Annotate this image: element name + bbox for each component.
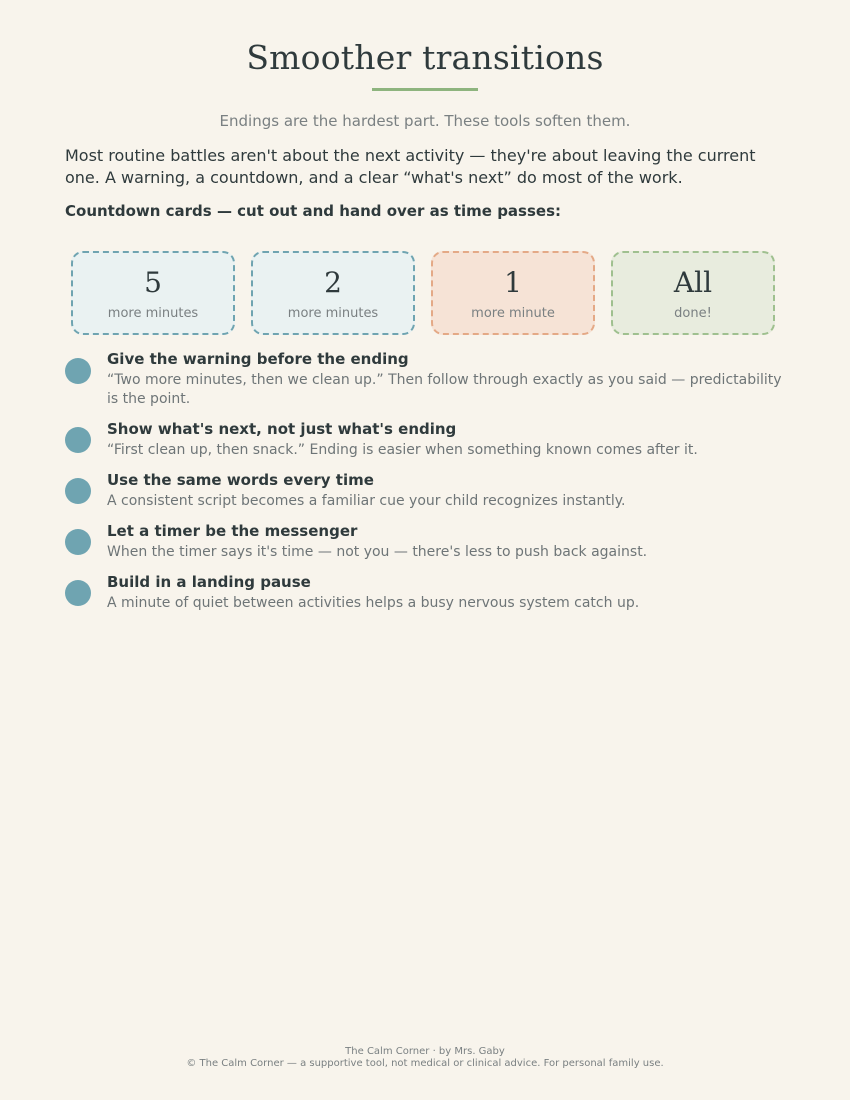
bullet-dot-icon [65,427,91,453]
countdown-card-1 [431,251,595,335]
tip-text: “Two more minutes, then we clean up.” Then follow through exactly as you said — predictability is the point. [107,372,782,407]
tip-title: Give the warning before the ending [107,350,409,368]
card-number: 5 [144,266,162,299]
tip-title: Let a timer be the messenger [107,522,358,540]
tip-title: Use the same words every time [107,471,374,489]
countdown-card-all [611,251,775,335]
tip-text: A minute of quiet between activities helps a busy nervous system catch up. [107,595,640,611]
card-number: All [673,266,713,299]
page-subtitle: Endings are the hardest part. These tools soften them. [219,112,631,130]
cards-heading: Countdown cards — cut out and hand over as time passes: [65,202,562,220]
footer-disclaimer: © The Calm Corner — a supportive tool, not medical or clinical advice. For personal family use. [186,1058,664,1069]
title-underline [372,88,478,91]
card-caption: more minutes [107,306,199,321]
tip-text: When the timer says it's time — not you — there's less to push back against. [107,544,648,560]
tip-text: A consistent script becomes a familiar cue your child recognizes instantly. [107,493,626,509]
footer-brand: The Calm Corner · by Mrs. Gaby [345,1046,505,1057]
intro-paragraph: Most routine battles aren't about the next activity — they're about leaving the current one. A warning, a countdown, and a clear “what's next” do most of the work. [65,146,756,187]
page-title: Smoother transitions [246,38,604,77]
card-caption: done! [674,306,712,321]
countdown-cards [71,251,779,337]
bullet-dot-icon [65,478,91,504]
tip-text: “First clean up, then snack.” Ending is easier when something known comes after it. [107,442,698,458]
bullet-dot-icon [65,580,91,606]
card-caption: more minutes [287,306,379,321]
card-number: 1 [504,266,522,299]
bullet-dot-icon [65,358,91,384]
bullet-dot-icon [65,529,91,555]
card-caption: more minute [471,306,555,321]
card-number: 2 [324,266,342,299]
tip-title: Show what's next, not just what's ending [107,420,457,438]
countdown-card-2 [251,251,415,335]
tip-title: Build in a landing pause [107,573,311,591]
countdown-card-5 [71,251,235,335]
page-footer [0,1046,850,1070]
